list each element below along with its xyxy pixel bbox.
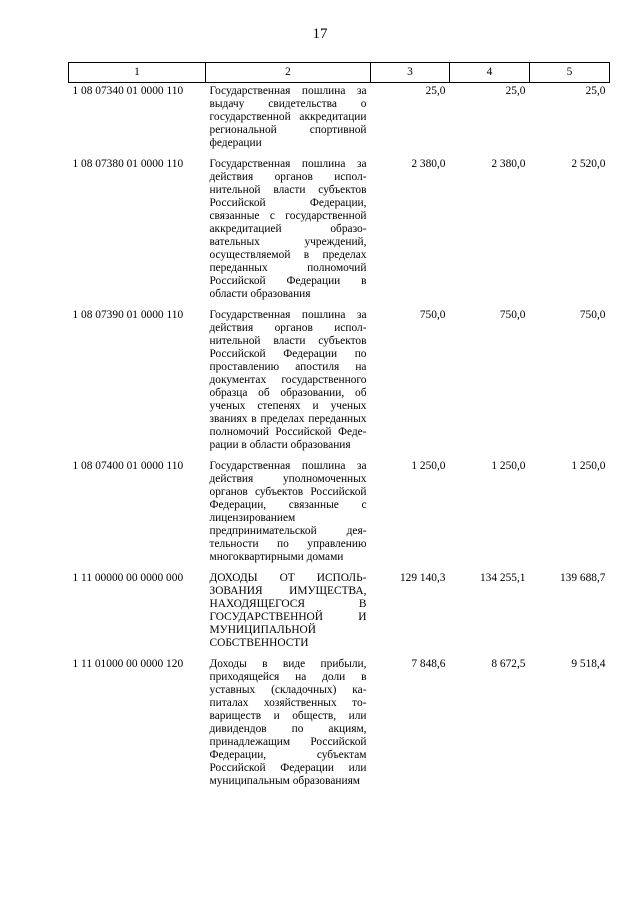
table-row — [69, 458, 610, 570]
row-value-col3: 1 250,0 — [411, 460, 446, 472]
row-description: Государственная пошлина за действия органов исполнительной власти субъектов Российской Федерации, связанные с государственной аккредитацией образовательных учреждений, осуществляемой в пределах переданных полномочий Российской Федерации в области образования — [209, 158, 367, 300]
table-row — [69, 156, 610, 307]
row-description: Государственная пошлина за выдачу свидетельства о государственной аккредитации региональной спортивной федерации — [209, 85, 367, 149]
row-value-col4: 8 672,5 — [491, 658, 526, 670]
row-value-col4: 1 250,0 — [491, 460, 526, 472]
column-header-1: 1 — [69, 63, 206, 83]
row-code: 1 11 01000 00 0000 120 — [72, 658, 184, 670]
row-value-col3: 2 380,0 — [411, 158, 446, 170]
page-number: 17 — [312, 26, 328, 42]
row-value-col3: 25,0 — [425, 85, 446, 97]
row-description: Доходы в виде прибыли, приходящейся на доли в уставных (складочных) капиталах хозяйственных товариществ и обществ, или дивидендов по акциям, принадлежащим Российской Федерации, субъектам Российской Федерации или муниципальным образованиям — [209, 658, 367, 787]
row-description: ДОХОДЫ ОТ ИСПОЛЬЗОВАНИЯ ИМУЩЕСТВА, НАХОДЯЩЕГОСЯ В ГОСУДАРСТВЕННОЙ И МУНИЦИПАЛЬНОЙ СОБСТВЕННОСТИ — [209, 572, 367, 649]
row-value-col5: 9 518,4 — [571, 658, 606, 670]
column-header-4: 4 — [450, 63, 530, 83]
row-value-col3: 750,0 — [419, 309, 446, 321]
table-row — [69, 570, 610, 656]
row-code: 1 08 07390 01 0000 110 — [72, 309, 184, 321]
table-header-row — [69, 63, 610, 83]
budget-revenue-table — [68, 62, 610, 794]
row-value-col4: 2 380,0 — [491, 158, 526, 170]
table-row — [69, 656, 610, 794]
row-code: 1 08 07380 01 0000 110 — [72, 158, 184, 170]
row-value-col4: 25,0 — [505, 85, 526, 97]
table-row — [69, 83, 610, 157]
table-row — [69, 307, 610, 458]
row-code: 1 08 07340 01 0000 110 — [72, 85, 184, 97]
row-value-col5: 750,0 — [579, 309, 606, 321]
row-value-col4: 750,0 — [499, 309, 526, 321]
column-header-3: 3 — [371, 63, 450, 83]
row-description: Государственная пошлина за действия органов исполнительной власти субъектов Российской Федерации по проставлению апостиля на документах государственного образца об образовании, об ученых степенях и ученых званиях в пределах переданных полномочий Российской Федерации в области образования — [209, 309, 367, 451]
row-value-col3: 7 848,6 — [411, 658, 446, 670]
column-header-5: 5 — [530, 63, 610, 83]
row-value-col5: 1 250,0 — [571, 460, 606, 472]
column-header-2: 2 — [206, 63, 371, 83]
row-value-col5: 25,0 — [585, 85, 606, 97]
row-description: Государственная пошлина за действия уполномоченных органов субъектов Российской Федерации, связанные с лицензированием предпринимательской деятельности по управлению многоквартирными домами — [209, 460, 367, 563]
row-value-col3: 129 140,3 — [399, 572, 446, 584]
row-value-col4: 134 255,1 — [479, 572, 526, 584]
row-value-col5: 2 520,0 — [571, 158, 606, 170]
row-code: 1 08 07400 01 0000 110 — [72, 460, 184, 472]
row-code: 1 11 00000 00 0000 000 — [72, 572, 184, 584]
row-value-col5: 139 688,7 — [559, 572, 606, 584]
